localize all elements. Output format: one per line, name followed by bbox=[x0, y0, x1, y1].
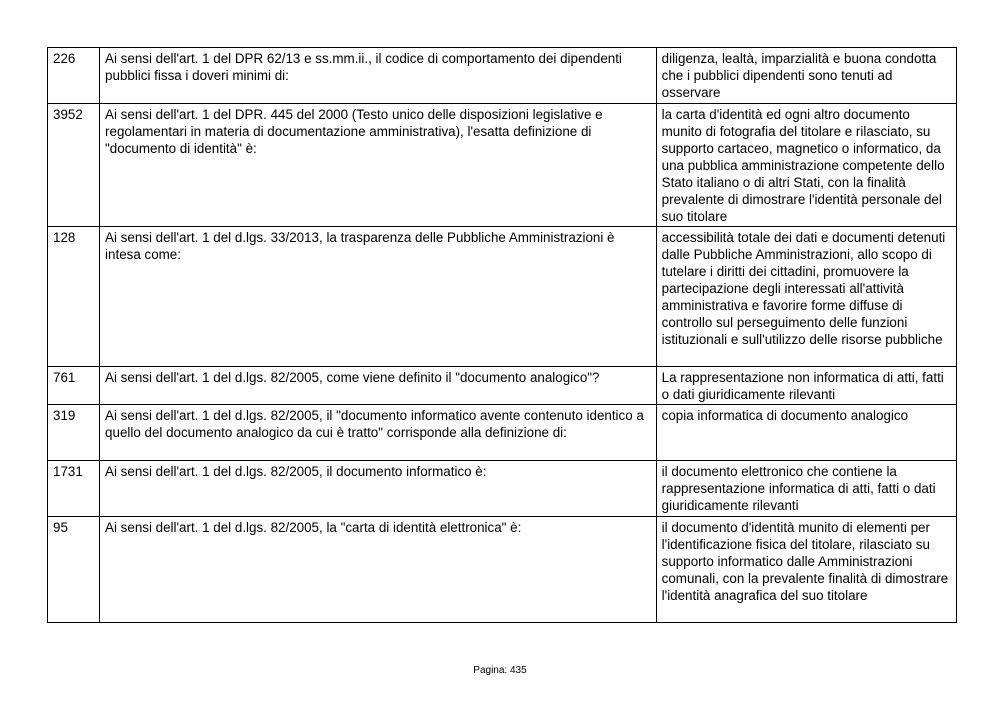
question-id: 226 bbox=[48, 48, 100, 104]
table-row bbox=[48, 517, 957, 623]
table-row bbox=[48, 104, 957, 227]
question-text: Ai sensi dell'art. 1 del DPR. 445 del 2000 (Testo unico delle disposizioni legislative e regolamentari in materia di documentazione amministrativa), l'esatta definizione di "documento di identità" è: bbox=[100, 104, 657, 227]
question-text: Ai sensi dell'art. 1 del d.lgs. 82/2005, come viene definito il "documento analogico"? bbox=[100, 367, 657, 405]
questions-table bbox=[47, 47, 957, 623]
table-row bbox=[48, 367, 957, 405]
answer-text: il documento elettronico che contiene la rappresentazione informatica di atti, fatti o dati giuridicamente rilevanti bbox=[656, 461, 956, 517]
answer-text: il documento d'identità munito di elementi per l'identificazione fisica del titolare, rilasciato su supporto informatico dalle Amministrazioni comunali, con la prevalente finalità di dimostrare l'identità anagrafica del suo titolare bbox=[656, 517, 956, 623]
question-id: 3952 bbox=[48, 104, 100, 227]
question-text: Ai sensi dell'art. 1 del d.lgs. 82/2005, il "documento informatico avente contenuto identico a quello del documento analogico da cui è tratto" corrisponde alla definizione di: bbox=[100, 405, 657, 461]
question-id: 761 bbox=[48, 367, 100, 405]
answer-text: accessibilità totale dei dati e documenti detenuti dalle Pubbliche Amministrazioni, allo scopo di tutelare i diritti dei cittadini, promuovere la partecipazione degli interessati all'attività amministrativa e favorire forme diffuse di controllo sul perseguimento delle funzioni istituzionali e sull'utilizzo delle risorse pubbliche bbox=[656, 227, 956, 367]
table-row bbox=[48, 227, 957, 367]
question-text: Ai sensi dell'art. 1 del d.lgs. 82/2005, il documento informatico è: bbox=[100, 461, 657, 517]
question-text: Ai sensi dell'art. 1 del DPR 62/13 e ss.mm.ii., il codice di comportamento dei dipendenti pubblici fissa i doveri minimi di: bbox=[100, 48, 657, 104]
question-id: 1731 bbox=[48, 461, 100, 517]
question-id: 128 bbox=[48, 227, 100, 367]
question-id: 319 bbox=[48, 405, 100, 461]
answer-text: diligenza, lealtà, imparzialità e buona condotta che i pubblici dipendenti sono tenuti ad osservare bbox=[656, 48, 956, 104]
answer-text: la carta d'identità ed ogni altro documento munito di fotografia del titolare e rilasciato, su supporto cartaceo, magnetico o informatico, da una pubblica amministrazione competente dello Stato italiano o di altri Stati, con la finalità prevalente di dimostrare l'identità personale del suo titolare bbox=[656, 104, 956, 227]
table-row bbox=[48, 405, 957, 461]
page-number: Pagina: 435 bbox=[473, 665, 527, 676]
answer-text: copia informatica di documento analogico bbox=[656, 405, 956, 461]
table-row bbox=[48, 48, 957, 104]
question-id: 95 bbox=[48, 517, 100, 623]
question-text: Ai sensi dell'art. 1 del d.lgs. 33/2013, la trasparenza delle Pubbliche Amministrazioni è intesa come: bbox=[100, 227, 657, 367]
question-text: Ai sensi dell'art. 1 del d.lgs. 82/2005, la "carta di identità elettronica" è: bbox=[100, 517, 657, 623]
answer-text: La rappresentazione non informatica di atti, fatti o dati giuridicamente rilevanti bbox=[656, 367, 956, 405]
table-row bbox=[48, 461, 957, 517]
